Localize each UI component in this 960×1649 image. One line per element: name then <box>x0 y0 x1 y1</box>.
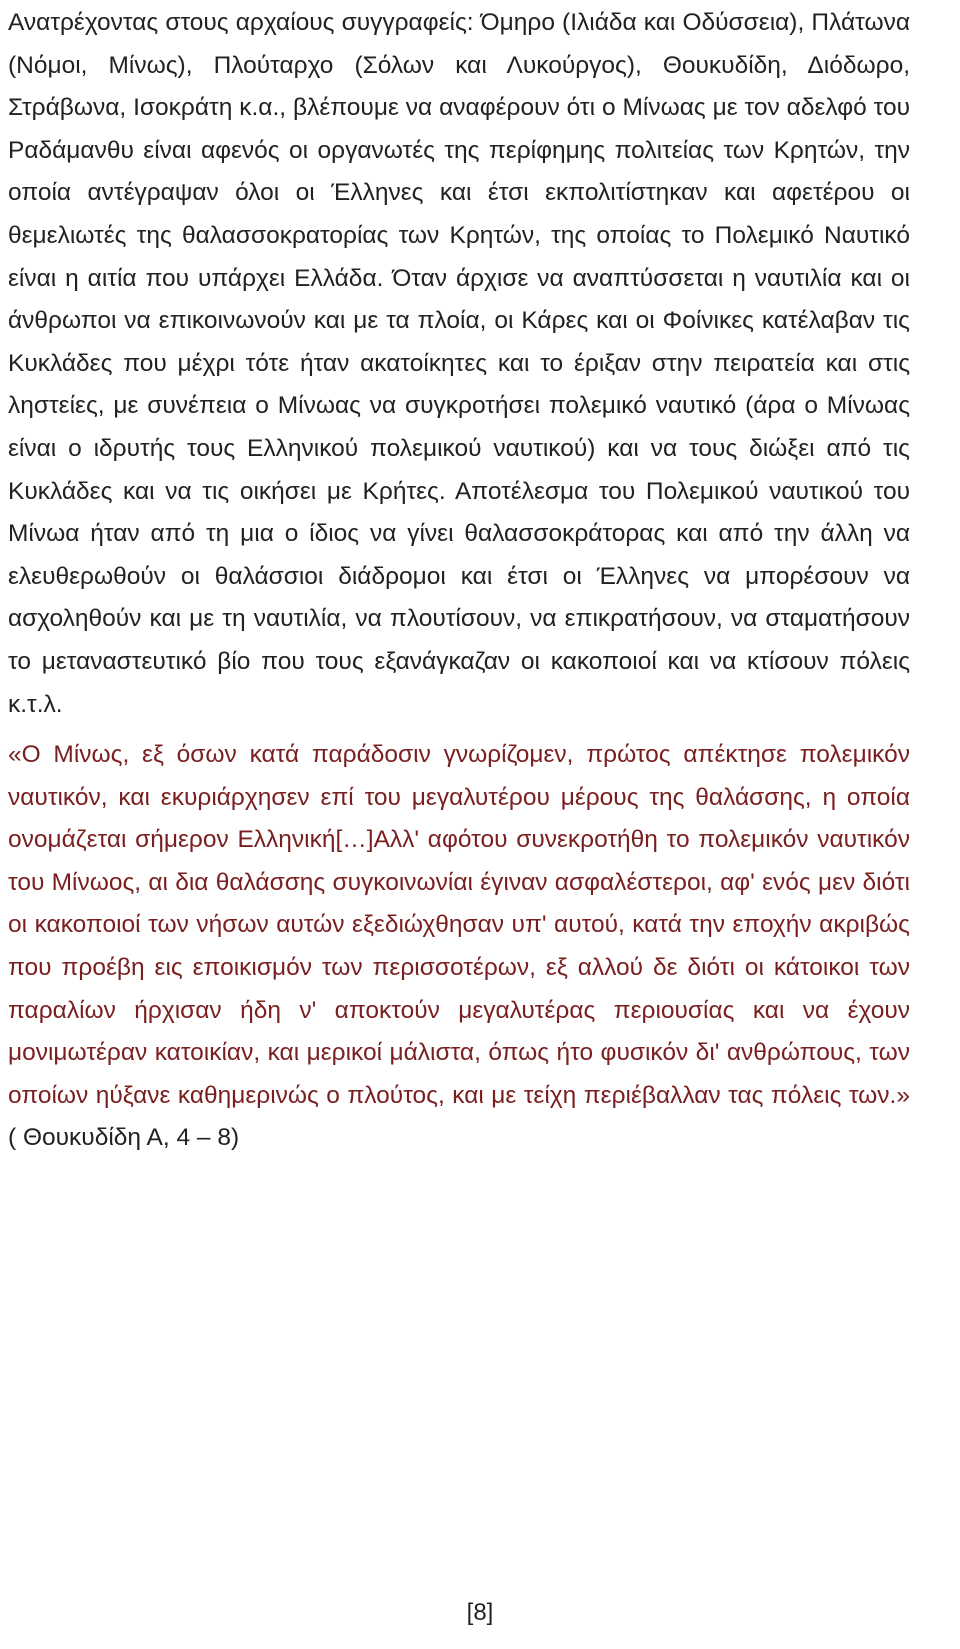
main-paragraph: Ανατρέχοντας στους αρχαίους συγγραφείς: Όμηρο (Ιλιάδα και Οδύσσεια), Πλάτωνα (Νόμοι, Μίνως), Πλούταρχο (Σόλων και Λυκούργος), Θουκυδίδη, Διόδωρο, Στράβωνα, Ισοκράτη κ.α., βλέπουμε να αναφέρουν ότι ο Μίνωας με τον αδελφό του Ραδάμανθυ είναι αφενός οι οργανωτές της περίφημης πολιτείας των Κρητών, την οποία αντέγραψαν όλοι οι Έλληνες και έτσι εκπολιτίστηκαν και αφετέρου οι θεμελιωτές της θαλασσοκρατορίας των Κρητών, της οποίας το Πολεμικό Ναυτικό είναι η αιτία που υπάρχει Ελλάδα. Όταν άρχισε να αναπτύσσεται η ναυτιλία και οι άνθρωποι να επικοινωνούν και με τα πλοία, οι Κάρες και οι Φοίνικες κατέλαβαν τις Κυκλάδες που μέχρι τότε ήταν ακατοίκητες και το έριξαν στην πειρατεία και στις ληστείες, με συνέπεια ο Μίνωας να συγκροτήσει πολεμικό ναυτικό (άρα ο Μίνωας είναι ο ιδρυτής τους Ελληνικού πολεμικού ναυτικού) και να τους διώξει από τις Κυκλάδες και να τις οικήσει με Κρήτες. Αποτέλεσμα του Πολεμικού ναυτικού του Μίνωα ήταν από τη μια ο ίδιος να γίνει θαλασσοκράτορας και από την άλλη να ελευθερωθούν οι θαλάσσιοι διάδρομοι και έτσι οι Έλληνες να μπορέσουν να ασχοληθούν και με τη ναυτιλία, να πλουτίσουν, να επικρατήσουν, να σταματήσουν το μεταναστευτικό βίο που τους εξανάγκαζαν οι κακοποιοί και να κτίσουν πόλεις κ.τ.λ. <box>8 9 910 718</box>
document-page <box>8 0 910 1160</box>
page-number: [8] <box>466 1599 494 1626</box>
thucydides-quote: «Ο Μίνως, εξ όσων κατά παράδοσιν γνωρίζομεν, πρώτος απέκτησε πολεμικόν ναυτικόν, και εκυριάρχησεν επί του μεγαλυτέρου μέρους της θαλάσσης, η οποία ονομάζεται σήμερον Ελληνική[…]Αλλ' αφότου συνεκροτήθη το πολεμικόν ναυτικόν του Μίνωος, αι δια θαλάσσης συγκοινωνίαι έγιναν ασφαλέστεροι, αφ' ενός μεν διότι οι κακοποιοί των νήσων αυτών εξεδιώχθησαν υπ' αυτού, κατά την εποχήν ακριβώς που προέβη εις εποικισμόν των περισσοτέρων, εξ αλλού δε διότι οι κάτοικοι των παραλίων ήρχισαν ήδη ν' αποκτούν μεγαλυτέρας περιουσίας και να έχουν μονιμωτέραν κατοικίαν, και μερικοί μάλιστα, όπως ήτο φυσικόν δι' ανθρώπους, των οποίων ηύξανε καθημερινώς ο πλούτος, και με τείχη περιέβαλλαν τας πόλεις των.» <box>8 741 910 1109</box>
quote-paragraph <box>8 734 910 1160</box>
quote-source: ( Θουκυδίδη Α, 4 – 8) <box>8 1124 240 1152</box>
